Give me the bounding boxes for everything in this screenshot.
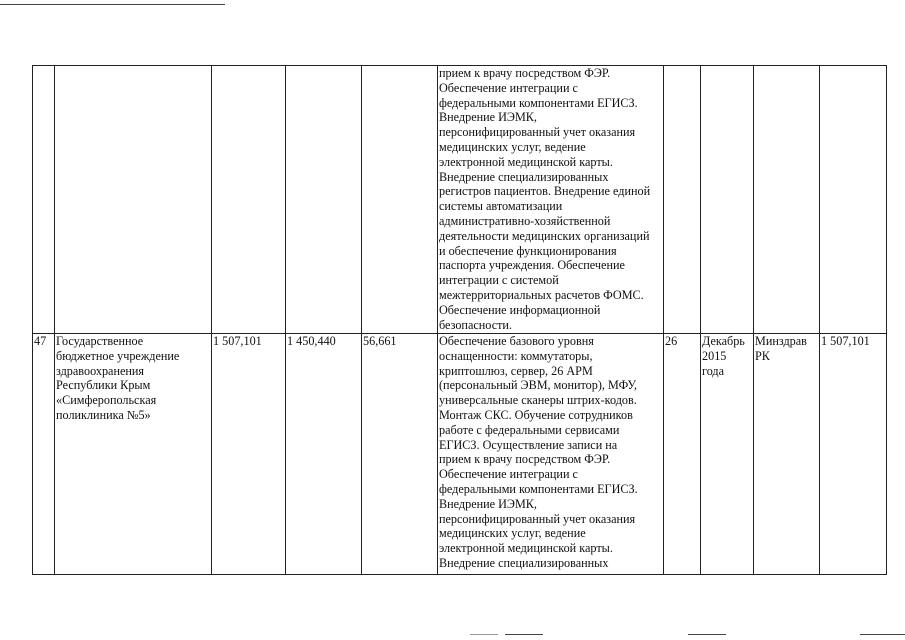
description-line: прием к врачу посредством ФЭР. [439, 66, 611, 80]
description-line: Внедрение специализированных [439, 169, 609, 184]
description-line: Обеспечение интеграции с [439, 80, 578, 95]
cell-regional: 56,661 [362, 334, 438, 575]
description-line: медицинских услуг, ведение [439, 526, 586, 541]
institution-line: Государственное [56, 334, 144, 348]
cell-total: 1 507,101 [212, 334, 286, 575]
cell-description [438, 66, 664, 334]
responsible-line: Минздрав [755, 334, 807, 348]
table-row [33, 66, 887, 334]
cell-workstations [664, 66, 701, 334]
scan-artifact-bottom-2 [505, 634, 543, 635]
scan-artifact-top-left [0, 4, 225, 5]
program-table [32, 65, 887, 575]
responsible-line: РК [755, 348, 770, 363]
cell-workstations: 26 [664, 334, 701, 575]
cell-number: 47 [33, 334, 55, 575]
description-line: электронной медицинской карты. [439, 541, 613, 556]
cell-responsible [754, 66, 820, 334]
institution-line: поликлиника №5» [56, 407, 151, 422]
description-line: Внедрение ИЭМК, [439, 110, 537, 125]
description-line: прием к врачу посредством ФЭР. [439, 452, 611, 467]
description-line: системы автоматизации [439, 199, 563, 214]
cell-description [438, 334, 664, 575]
institution-line: здравоохранения [56, 363, 145, 378]
deadline-line: Декабрь [702, 334, 745, 348]
description-line: персонифицированный учет оказания [439, 125, 636, 140]
cell-amount [820, 66, 887, 334]
description-line: паспорта учреждения. Обеспечение [439, 258, 625, 273]
cell-responsible [754, 334, 820, 575]
institution-line: Республики Крым [56, 378, 151, 393]
description-line: работе с федеральными сервисами [439, 422, 620, 437]
description-line: Монтаж СКС. Обучение сотрудников [439, 407, 633, 422]
description-line: федеральными компонентами ЕГИСЗ. [439, 481, 638, 496]
description-line: Обеспечение информационной [439, 302, 601, 317]
description-line: персонифицированный учет оказания [439, 511, 636, 526]
deadline-line: года [702, 363, 725, 378]
description-line: межтерриториальных расчетов ФОМС. [439, 287, 644, 302]
description-line: универсальные сканеры штрих-кодов. [439, 393, 637, 408]
description-line: и обеспечение функционирования [439, 243, 617, 258]
cell-total [212, 66, 286, 334]
cell-federal [286, 66, 362, 334]
cell-number [33, 66, 55, 334]
cell-institution [55, 334, 212, 575]
description-line: (персональный ЭВМ, монитор), МФУ, [439, 378, 638, 393]
cell-deadline [701, 66, 754, 334]
description-line: медицинских услуг, ведение [439, 139, 586, 154]
cell-amount: 1 507,101 [820, 334, 887, 575]
cell-federal: 1 450,440 [286, 334, 362, 575]
cell-regional [362, 66, 438, 334]
description-line: Обеспечение базового уровня [439, 334, 594, 348]
scan-artifact-bottom-3 [688, 634, 726, 635]
institution-line: «Симферопольская [56, 393, 157, 408]
description-line: Обеспечение интеграции с [439, 467, 578, 482]
description-line: интеграции с системой [439, 273, 559, 288]
scan-artifact-bottom-4 [860, 634, 905, 635]
table-row [33, 334, 887, 575]
cell-deadline [701, 334, 754, 575]
description-line: регистров пациентов. Внедрение единой [439, 184, 651, 199]
deadline-line: 2015 [702, 348, 727, 363]
description-line: криптошлюз, сервер, 26 АРМ [439, 363, 593, 378]
description-line: ЕГИСЗ. Осуществление записи на [439, 437, 618, 452]
description-line: административно-хозяйственной [439, 213, 611, 228]
scan-artifact-bottom-1 [470, 634, 498, 635]
description-line: электронной медицинской карты. [439, 154, 613, 169]
description-line: Внедрение специализированных [439, 555, 609, 570]
cell-institution [55, 66, 212, 334]
description-line: Внедрение ИЭМК, [439, 496, 537, 511]
description-line: федеральными компонентами ЕГИСЗ. [439, 95, 638, 110]
description-line: деятельности медицинских организаций [439, 228, 650, 243]
description-line: оснащенности: коммутаторы, [439, 348, 593, 363]
institution-line: бюджетное учреждение [56, 348, 180, 363]
description-line: безопасности. [439, 317, 513, 332]
